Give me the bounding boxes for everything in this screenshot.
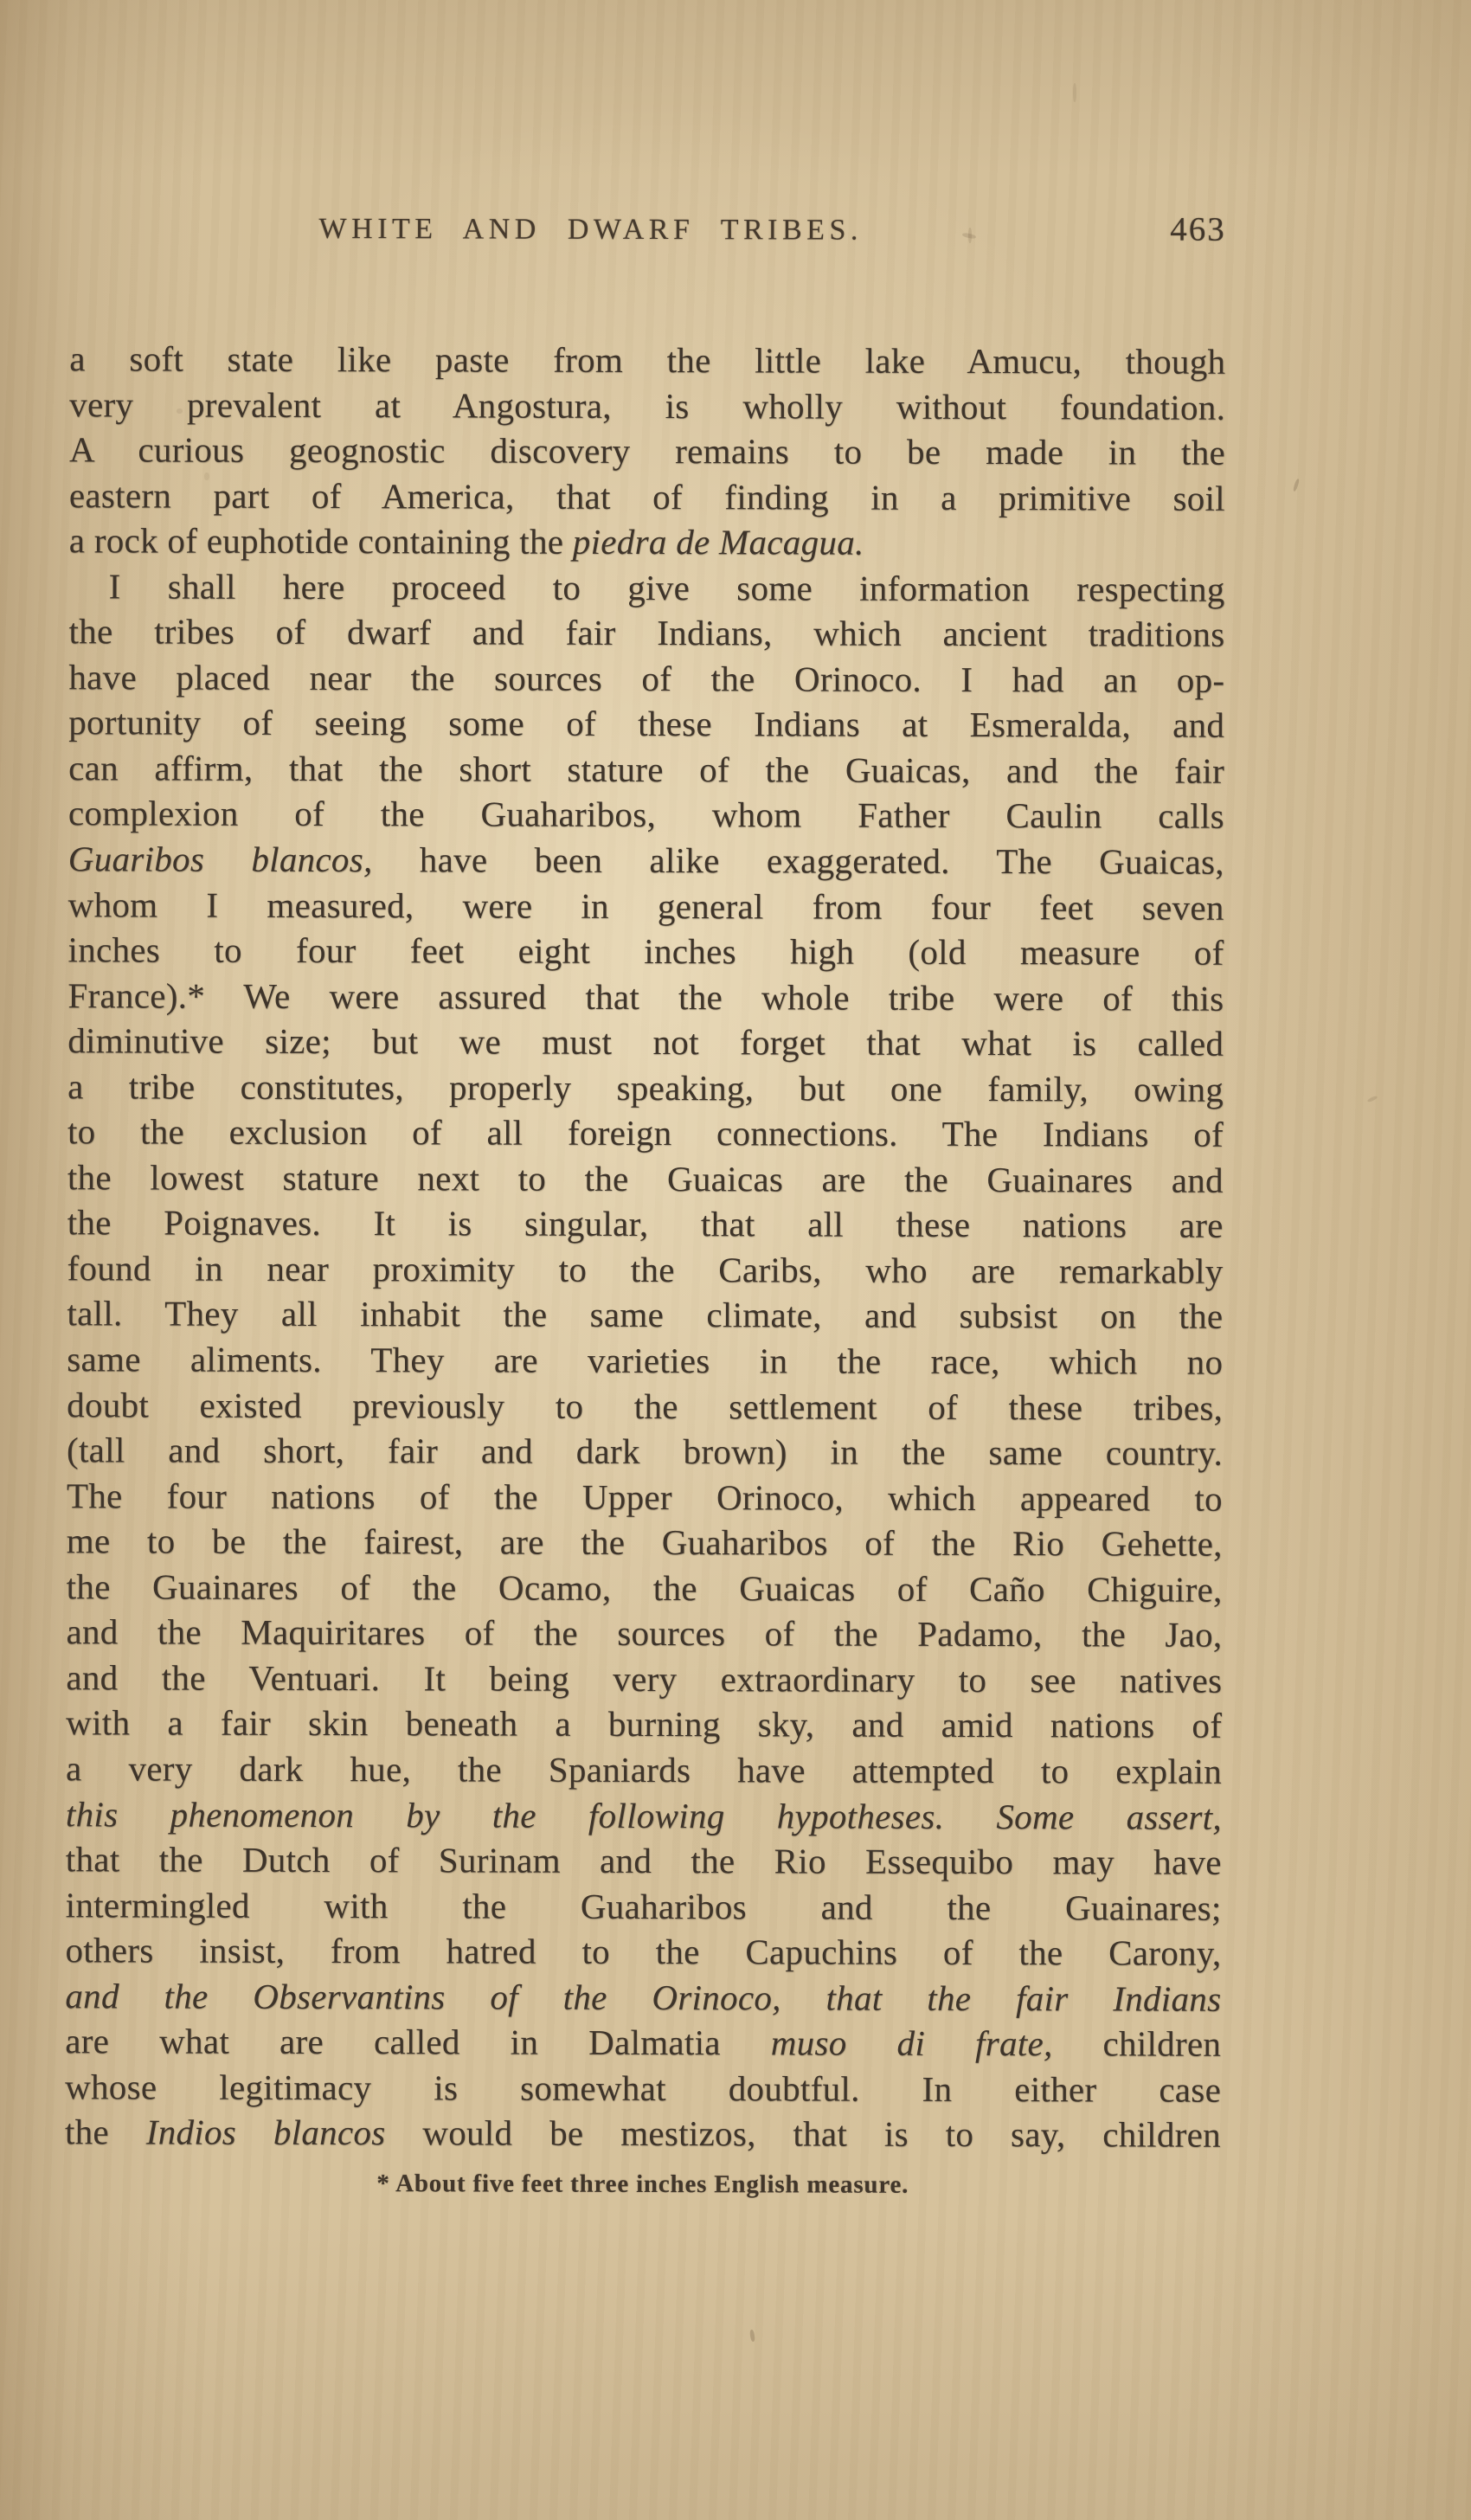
footnote: * About five feet three inches English measure. — [376, 2170, 909, 2199]
text-segment: A curious geognostic discovery remains to be made in the — [69, 429, 1226, 472]
text-line — [68, 791, 1224, 839]
text-line — [68, 882, 1224, 930]
text-segment: and the Ventuari. It being very extraordinary to see natives — [66, 1657, 1223, 1700]
text-line — [65, 2110, 1221, 2158]
text-segment: the — [64, 2112, 146, 2152]
text-segment: the tribes of dwarf and fair Indians, which ancient traditions — [68, 611, 1225, 655]
text-line — [67, 1473, 1223, 1521]
text-line — [69, 472, 1225, 521]
paper-speck — [968, 228, 972, 243]
text-segment: can affirm, that the short stature of the Guaicas, and the fair — [68, 748, 1225, 791]
text-line — [67, 1245, 1224, 1294]
text-segment: complexion of the Guaharibos, whom Father Caulin calls — [67, 793, 1225, 837]
text-segment: have placed near the sources of the Orinoco. I had an op- — [68, 657, 1225, 700]
text-line — [66, 1836, 1222, 1885]
text-segment: to the exclusion of all foreign connections. The Indians of — [67, 1111, 1224, 1155]
text-segment: and the Maquiritares of the sources of the Padamo, the Jao, — [66, 1611, 1223, 1655]
text-line — [67, 1427, 1223, 1475]
text-line — [68, 836, 1224, 884]
text-line — [67, 1336, 1223, 1385]
text-line — [66, 1882, 1222, 1931]
paper-speck — [1293, 479, 1300, 492]
text-line — [67, 1291, 1223, 1340]
text-line — [67, 973, 1224, 1021]
text-segment: eastern part of America, that of finding in a primitive soil — [68, 474, 1225, 518]
text-segment: found in near proximity to the Caribs, who are remarkably — [67, 1248, 1224, 1291]
text-line — [66, 1700, 1222, 1749]
page-number: 463 — [1170, 210, 1226, 248]
text-line — [69, 518, 1225, 566]
paper-speck — [1367, 1096, 1378, 1103]
text-line — [69, 563, 1225, 612]
italic-text-segment: Guaribos blancos, — [67, 839, 373, 880]
running-head — [70, 207, 1226, 261]
text-segment: would be mestizos, that is to say, children — [385, 2112, 1222, 2156]
italic-text-segment: piedra de Macagua. — [572, 521, 864, 562]
text-line — [67, 1018, 1224, 1066]
text-segment: the Poignaves. It is singular, that all these nations are — [67, 1202, 1224, 1246]
text-line — [66, 1655, 1222, 1703]
text-line — [65, 1927, 1221, 1976]
text-line — [67, 1518, 1223, 1566]
text-line — [67, 1564, 1223, 1612]
text-line — [67, 1200, 1224, 1249]
text-segment: portunity of seeing some of these Indians at Esmeralda, and — [68, 702, 1225, 746]
text-line — [67, 1109, 1224, 1158]
text-segment: I shall here proceed to give some information respecting — [108, 566, 1225, 609]
text-segment: have been alike exaggerated. The Guaicas, — [372, 839, 1224, 882]
text-line — [66, 1791, 1222, 1840]
text-segment: are what are called in Dalmatia — [65, 2021, 771, 2063]
text-segment: a very dark hue, the Spaniards have attempted to explain — [66, 1748, 1223, 1791]
text-segment: children — [1052, 2023, 1222, 2064]
italic-text-segment: and the Observantins of the Orinoco, that the fair Indians — [65, 1975, 1222, 2019]
text-segment: inches to four feet eight inches high (old measure of — [67, 929, 1224, 973]
text-segment: diminutive size; but we must not forget that what is called — [67, 1020, 1224, 1064]
text-segment: a rock of euphotide containing the — [68, 520, 573, 562]
body-text — [65, 336, 1226, 2200]
text-line — [68, 745, 1224, 794]
text-line — [68, 654, 1224, 703]
text-segment: The four nations of the Upper Orinoco, which appeared to — [66, 1475, 1223, 1519]
text-line — [69, 427, 1225, 475]
italic-text-segment: this phenomenon by the following hypotheses. Some assert, — [65, 1793, 1222, 1837]
text-segment: that the Dutch of Surinam and the Rio Essequibo may have — [65, 1839, 1222, 1882]
text-segment: same aliments. They are varieties in the race, which no — [67, 1339, 1224, 1382]
italic-text-segment: Indios blancos — [145, 2112, 386, 2153]
text-segment: intermingled with the Guaharibos and the Guainares; — [65, 1884, 1222, 1928]
text-segment: (tall and short, fair and dark brown) in the same country. — [66, 1430, 1224, 1473]
text-line — [67, 1064, 1224, 1112]
text-line — [69, 336, 1225, 384]
paper-speck — [204, 472, 209, 480]
text-segment: tall. They all inhabit the same climate, and subsist on the — [67, 1293, 1224, 1337]
text-line — [65, 2018, 1221, 2067]
text-segment: doubt existed previously to the settlement of these tribes, — [67, 1384, 1224, 1428]
text-line — [66, 1745, 1222, 1794]
text-line — [65, 1973, 1221, 2022]
text-segment: me to be the fairest, are the Guaharibos of the Rio Gehette, — [66, 1520, 1223, 1564]
text-line — [65, 2064, 1221, 2112]
text-line — [66, 1610, 1222, 1658]
text-line — [68, 609, 1224, 658]
text-segment: with a fair skin beneath a burning sky, and amid nations of — [66, 1702, 1223, 1746]
page-title: WHITE AND DWARF TRIBES. — [318, 213, 863, 247]
text-segment: a tribe constitutes, properly speaking, but one family, owing — [67, 1066, 1224, 1109]
text-segment: others insist, from hatred to the Capuchins of the Carony, — [65, 1930, 1222, 1973]
text-line — [67, 1382, 1223, 1430]
text-segment: France).* We were assured that the whole tribe were of this — [67, 974, 1224, 1019]
italic-text-segment: muso di frate, — [770, 2022, 1053, 2064]
text-segment: whose legitimacy is somewhat doubtful. In either case — [65, 2067, 1222, 2110]
page-text-layer — [64, 0, 1227, 2520]
text-segment: whom I measured, were in general from four feet seven — [67, 884, 1224, 928]
text-segment: the Guainares of the Ocamo, the Guaicas of Caño Chiguire, — [66, 1566, 1223, 1610]
text-line — [68, 700, 1224, 749]
paper-speck — [177, 408, 183, 414]
text-line — [67, 1154, 1224, 1203]
text-line — [67, 927, 1224, 975]
paper-speck — [1073, 83, 1076, 102]
text-line — [69, 382, 1225, 430]
text-segment: very prevalent at Angostura, is wholly without foundation. — [69, 383, 1226, 428]
text-segment: a soft state like paste from the little lake Amucu, though — [69, 338, 1226, 382]
text-segment: the lowest stature next to the Guaicas are the Guainares and — [67, 1157, 1224, 1200]
